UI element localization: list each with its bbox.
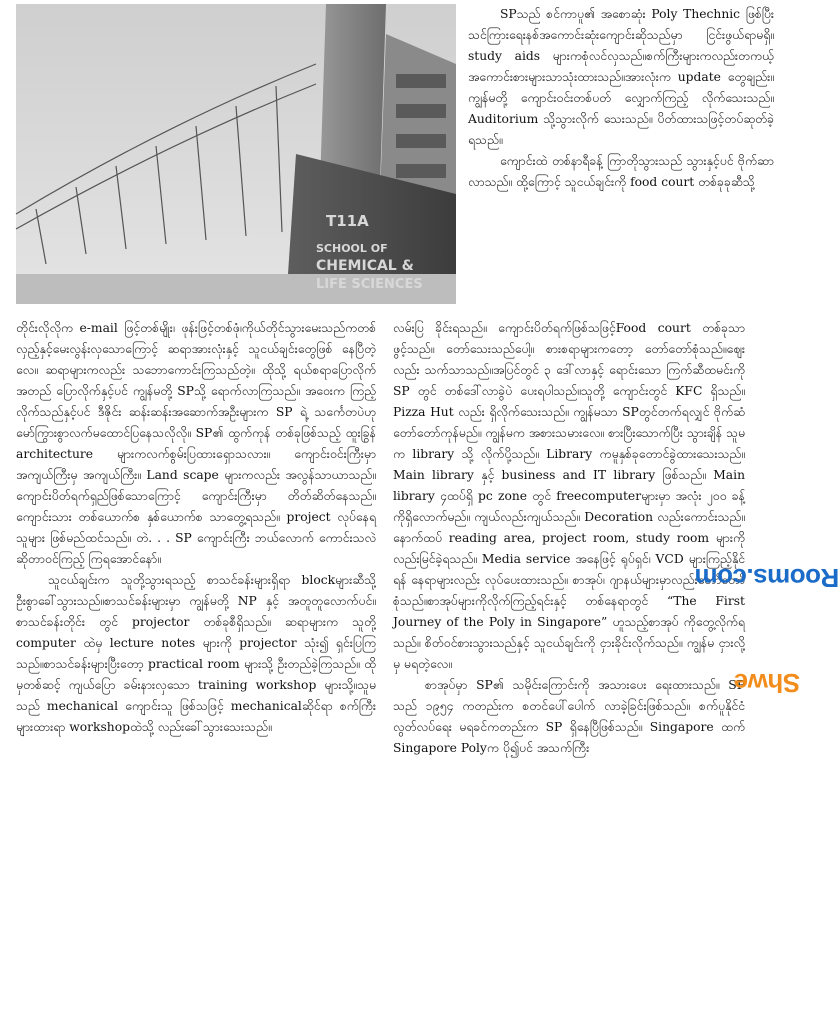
- paragraph: တိုင်းလိုလိုက e-mail ဖြင့်တစ်မျိုး၊ ဖုန်းဖြင့်တစ်ဖုံ၊ကိုယ်တိုင်သွားမေးသည်ကတစ်လှည့်နှင့်မေးလွန်းလှသောကြောင့် ဆရာအားလုံးနှင့် သူငယ်ချင်းတွေဖြစ် နေပြီတဲ့လေ။ ဆရာများကလည်း သဘောကောင်းကြသည်တဲ့။ ထိုသို့ ရယ်စရာပြောလိုက်အတည် ပြောလိုက်နှင့်ပင် ကျွန်မတို့ SPသို့ ရောက်လာကြသည်။ အဝေးက ကြည့်လိုက်သည်နှင့်ပင် ဒီဇိုင်း ဆန်းဆန်းအဆောက်အဦးများက SP ရဲ့ သင်္ကေတပဲဟု မော်ကြွားစွာလက်မထောင်ပြနေသလိုလို။ SP၏ ထွက်ကုန် တစ်ခုဖြစ်သည့် ထူးခြွန် architecture များကလက်စွမ်းပြထားရှောသလား။ ကျောင်းဝင်းကြီးမှာ အကျယ်ကြီးမှ အကျယ်ကြီး။ Land scape များကလည်း အလွန်သာယာသည်။ ကျောင်းပိတ်ရက်ရှည်ဖြစ်သောကြောင့် ကျောင်းကြီးမှာ တိတ်ဆိတ်နေသည်။ ကျောင်းသား တစ်ယောက်စ နှစ်ယောက်စ သာတွေ့ရသည်။ project လုပ်နေရသူများ ဖြစ်မည်ထင်သည်။ တဲ. . . SP ကျောင်းကြီး ဘယ်လောက် ကောင်းသလဲ ဆိုတာဝင်ကြည့် ကြရအောင်နော်။: [16, 321, 376, 566]
- building-photo: [16, 4, 456, 304]
- sign-line-2: CHEMICAL &: [316, 258, 414, 274]
- watermark-part-b: Rooms.com: [694, 562, 839, 593]
- sign-line-1: SCHOOL OF: [316, 242, 388, 255]
- watermark-logo: [694, 470, 839, 750]
- article-column-top-right: [468, 4, 774, 304]
- article-column-left: [16, 318, 376, 1000]
- paragraph: ကျောင်းထဲ တစ်နာရီခန့် ကြာတိုသွားသည် သွားနှင့်ပင် ဗိုက်ဆာလာသည်။ ထို့ကြောင့် သူငယ်ချင်းကို food court တစ်ခုခုဆီသို့: [468, 154, 774, 189]
- paragraph: SPသည် စင်ကာပူ၏ အစောဆုံး Poly Thechnic ဖြစ်ပြီး သင်ကြားရေးနစ်အကောင်းဆုံးကျောင်းဆိုသည်မှာ ငြင်းဖွယ်ရာမရှိ။ study aids များကစုံလင်လှသည်။စက်ကြီးများကလည်းတကယ့်အကောင်းစားများသာသုံးထားသည်။အားလုံးက update တွေချည်း။ ကျွန်မတို့ ကျောင်းဝင်းတစ်ပတ် လျှောက်ကြည့် လိုက်သေးသည်။ Auditorium သို့သွားလိုက် သေးသည်။ ပိတ်ထားသဖြင့်တပ်ဆုတ်ခဲ့ရသည်။: [468, 7, 774, 147]
- paragraph: သူငယ်ချင်းက သူတို့သွားရသည့် စာသင်ခန်းများရှိရာ blockများဆီသို့ ဦးစွာခေါ်သွားသည်။စာသင်ခန်းများမှာ ကျွန်မတို့ NP နှင့် အတူတူလောက်ပင်။ စာသင်ခန်းတိုင်း တွင် projector တစ်ခုစီရှိသည်။ ဆရာများက သူတို့ computer ထဲမှ lecture notes များကို projector သုံး၍ ရှင်းပြကြသည်။စာသင်ခန်းများပြီးတော့ practical room များသို့ ဦးတည်ခဲ့ကြသည်။ ထိုမှတစ်ဆင့် ကျယ်ပြော ခမ်းနားလှသော training workshop များသို့။သူမသည် mechanical ကျောင်းသူ ဖြစ်သဖြင့် mechanicalဆိုင်ရာ စက်ကြီးများထားရာ workshopထဲသို့ လည်းခေါ်သွားသေးသည်။: [16, 573, 376, 734]
- sign-number: T11A: [326, 212, 369, 230]
- article-column-right: [393, 318, 745, 1000]
- paragraph: လမ်းပြ ခိုင်းရသည်။ ကျောင်းပိတ်ရက်ဖြစ်သဖြင့်Food court တစ်ခုသာဖွင့်သည်။ တော်သေးသည်ပေါ့။ စားစရာများကတော့ တော်တော်စုံသည်။ဈေးလည်း သက်သာသည်။အပြင်တွင် ၃ ဒေါ်လာနှင့် ရောင်းသော ကြက်ဆီထမင်းကို SP တွင် တစ်ဒေါ်လာခွဲပဲ ပေးရပါသည်။သူတို့ ကျောင်းတွင် KFC ရှိသည်။Pizza Hut လည်း ရှိလိုက်သေးသည်။ ကျွန်မသာ SPတွင်တက်ရလျှင် ဗိုက်ဆံ တော်တော်ကုန်မည်။ ကျွန်မက အစားသမားလေ။ စားပြီးသောက်ပြီး သွားချိန် သူမက library သို့ လိုက်ပို့သည်။ Library ကမူနှစ်ခုတောင်ခွဲထားသေးသည်။ Main library နှင့် business and IT library ဖြစ်သည်။ Main library ၄ထပ်ရှိ pc zone တွင် freecomputerများမှာ အလုံး ၂၀၀ ခန့် ကိုရှိလောက်မည်။ ကျယ်လည်းကျယ်သည်။ Decoration လည်းကောင်းသည်။ နောက်ထပ် reading area, project room, study room များကိုလည်းမြင်ခဲ့ရသည်။ Media service အနေဖြင့် ရုပ်ရှင်၊ VCD များကြည့်နိုင်ရန် နေရာများလည်း လုပ်ပေးထားသည်။ စာအုပ်၊ ဂျာနယ်များမှာလည်းတော်တော်စုံသည်။စာအုပ်များကိုလိုက်ကြည့်ရင်းနှင့် တစ်နေရာတွင် “The First Journey of the Poly in Singapore” ဟူသည့်စာအုပ် ကိုတွေ့လိုက်ရသည်။ စိတ်ဝင်စားသွားသည်နှင့် သူငယ်ချင်းကို ငှားခိုင်းလိုက်သည်။ ကျွန်မ ငှားလို့မှ မရတဲ့လေ။: [393, 321, 745, 671]
- sign-line-3: LIFE SCIENCES: [316, 277, 423, 292]
- building-illustration: [16, 4, 456, 304]
- watermark-part-a: Shwe: [734, 667, 800, 698]
- paragraph: စာအုပ်မှာ SP၏ သမိုင်းကြောင်းကို အသားပေး ရေးထားသည်။ SP သည် ၁၉၅၄ ကတည်းက စတင်ပေါ်ပေါက် လာခဲ့ခြင်းဖြစ်သည်။ စက်ပူနိုင်ငံ လွတ်လပ်ရေး မရခင်ကတည်းက SP ရှိနေပြီဖြစ်သည်။ Singapore ထက် Singapore Polyက ပို၍ပင် အသက်ကြီး: [393, 678, 745, 755]
